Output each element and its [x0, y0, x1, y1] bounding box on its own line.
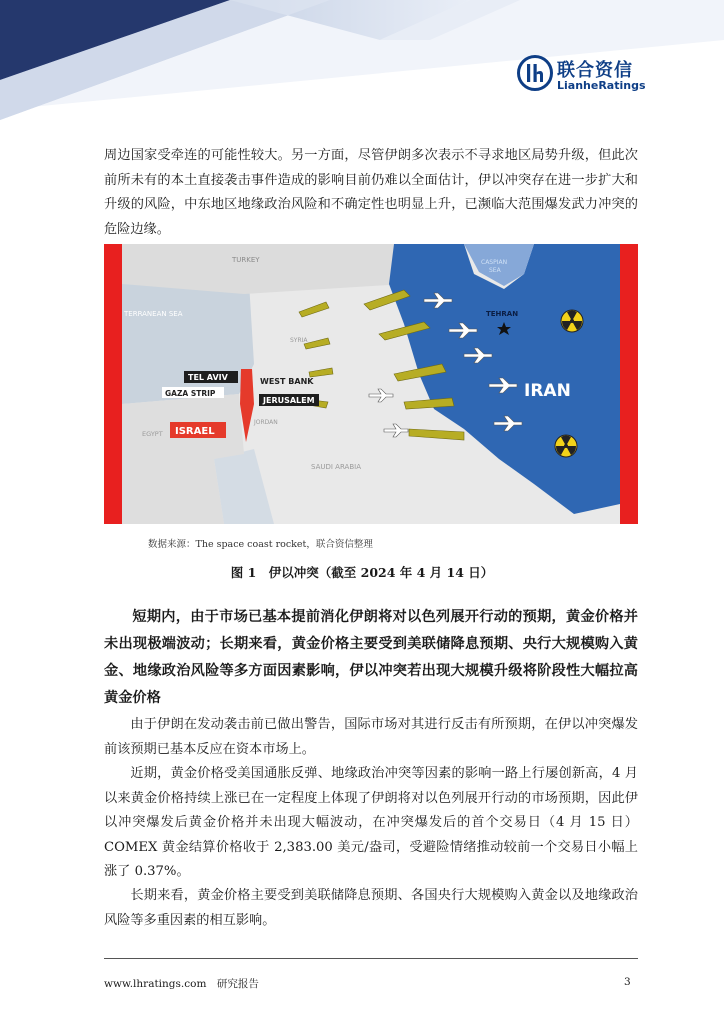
label-caspian: CASPIAN: [481, 259, 508, 266]
lianhe-logo-icon: [517, 55, 553, 91]
label-jordan: JORDAN: [254, 419, 278, 426]
company-logo: [517, 55, 647, 95]
label-tehran: TEHRAN: [486, 310, 519, 318]
nuclear-icon: [555, 435, 577, 457]
footer-divider: [104, 958, 638, 959]
frame-left-bar: [104, 244, 122, 524]
label-mediterranean: TERRANEAN SEA: [124, 310, 183, 318]
label-jerusalem: JERUSALEM: [263, 396, 315, 405]
figure-caption: 图 1 伊以冲突（截至 2024 年 4 月 14 日）: [230, 565, 494, 580]
page-number: 3: [624, 976, 631, 988]
nuclear-icon: [561, 310, 583, 332]
section-heading-paragraph: 短期内，由于市场已基本提前消化伊朗将对以色列展开行动的预期，黄金价格并未出现极端波动；长期来看，黄金价格主要受到美联储降息预期、央行大规模购入黄金、地缘政治风险等多方面因素影响，伊以冲突若出现大规模升级将阶段性大幅拉高黄金价格: [104, 609, 638, 706]
label-west-bank: WEST BANK: [260, 377, 314, 386]
label-egypt: EGYPT: [142, 430, 163, 438]
label-syria: SYRIA: [290, 337, 308, 344]
iran-israel-conflict-map: [104, 244, 638, 524]
label-iran: IRAN: [524, 381, 571, 401]
label-saudi-arabia: SAUDI ARABIA: [311, 463, 361, 471]
logo-chinese-name: 联合资信: [557, 60, 633, 81]
body-paragraph-3: 近期，黄金价格受美国通胀反弹、地缘政治冲突等因素的影响一路上行屡创新高，4 月以来黄金价格持续上涨已在一定程度上体现了伊朗将对以色列展开行动的市场预期，因此伊以冲突爆发后黄金价格并未出现大幅波动，在冲突爆发后的首个交易日（4 月 15 日）COMEX 黄金结算价格收于 2,383.00 美元/盎司，受避险情绪推动较前一个交易日小幅上涨了 0.37%。: [104, 766, 638, 880]
logo-english-name: LianheRatings: [557, 79, 646, 92]
label-tel-aviv: TEL AVIV: [188, 373, 228, 382]
body-paragraph-2: 由于伊朗在发动袭击前已做出警告，国际市场对其进行反击有所预期，在伊以冲突爆发前该预期已基本反应在资本市场上。: [104, 717, 638, 757]
footer-website: www.lhratings.com 研究报告: [104, 978, 259, 990]
body-paragraph-4: 长期来看，黄金价格主要受到美联储降息预期、各国央行大规模购入黄金以及地缘政治风险等多重因素的相互影响。: [104, 888, 638, 928]
label-caspian-sea: SEA: [489, 267, 501, 274]
label-turkey: TURKEY: [232, 256, 260, 264]
label-israel: ISRAEL: [175, 426, 215, 437]
frame-right-bar: [620, 244, 638, 524]
body-paragraph-1: 周边国家受牵连的可能性较大。另一方面，尽管伊朗多次表示不寻求地区局势升级，但此次前所未有的本土直接袭击事件造成的影响目前仍难以全面估计，伊以冲突存在进一步扩大和升级的风险，中东地区地缘政治风险和不确定性也明显上升，已濒临大范围爆发武力冲突的危险边缘。: [104, 148, 638, 237]
figure-source-note: 数据来源：The space coast rocket，联合资信整理: [148, 539, 373, 550]
label-gaza-strip: GAZA STRIP: [165, 389, 216, 398]
